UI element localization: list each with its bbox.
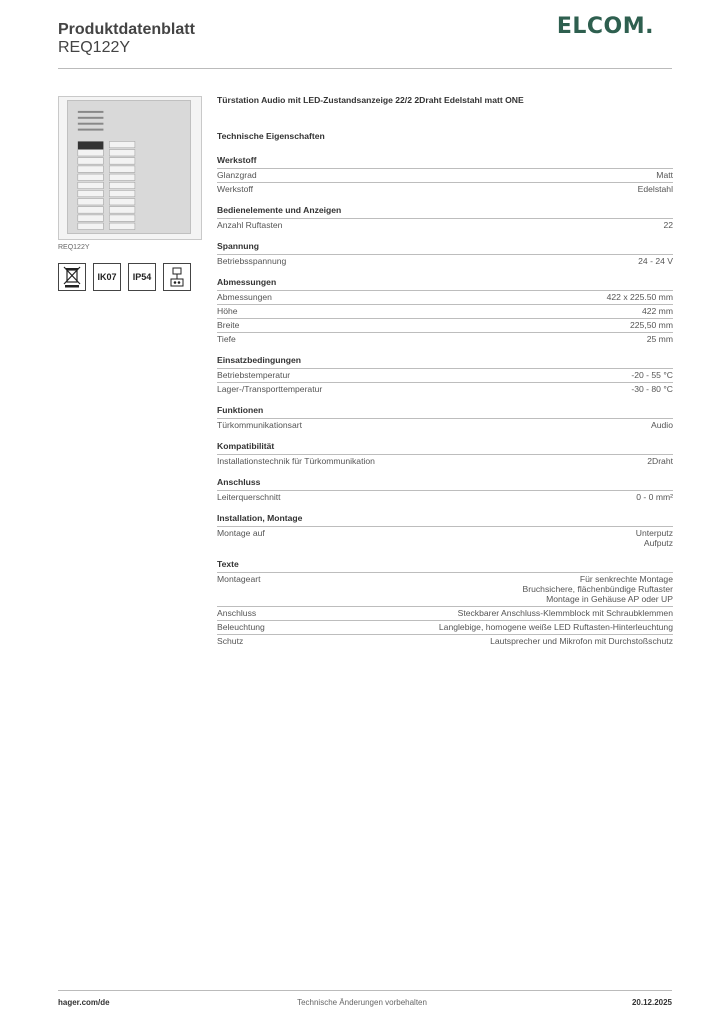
image-caption: REQ122Y bbox=[58, 244, 90, 251]
page-title: Produktdatenblatt bbox=[58, 21, 195, 38]
weee-bin-icon bbox=[58, 263, 86, 291]
product-image bbox=[58, 96, 202, 240]
footer-disclaimer: Technische Änderungen vorbehalten bbox=[297, 998, 427, 1007]
footer-website-link[interactable]: hager.com/de bbox=[58, 998, 110, 1007]
group-title: Abmessungen bbox=[217, 277, 277, 287]
spec-row bbox=[217, 318, 673, 332]
call-button-mark bbox=[109, 215, 135, 221]
spec-value: 422 mm bbox=[641, 306, 673, 316]
ik07-badge: IK07 bbox=[93, 263, 121, 291]
call-button-mark bbox=[78, 158, 104, 164]
technical-properties-heading: Technische Eigenschaften bbox=[217, 131, 325, 141]
spec-label: Lager-/Transporttemperatur bbox=[217, 384, 323, 394]
spec-label: Installationstechnik für Türkommunikation bbox=[217, 456, 375, 466]
spec-row bbox=[217, 218, 673, 232]
product-code: REQ122Y bbox=[58, 39, 131, 56]
group-funktionen bbox=[217, 405, 673, 432]
spec-row bbox=[217, 332, 673, 346]
product-details bbox=[217, 95, 673, 657]
spec-value: Matt bbox=[656, 170, 673, 180]
spec-row bbox=[217, 572, 673, 606]
cable-connection-icon bbox=[163, 263, 191, 291]
call-button-mark bbox=[78, 223, 104, 229]
spec-label: Türkommunikationsart bbox=[217, 420, 303, 430]
spec-value: Unterputz Aufputz bbox=[635, 528, 673, 548]
group-anschluss bbox=[217, 477, 673, 504]
spec-label: Abmessungen bbox=[217, 292, 272, 302]
spec-label: Montageart bbox=[217, 574, 261, 584]
spec-row bbox=[217, 490, 673, 504]
spec-value: Langlebige, homogene weiße LED Ruftasten-Hinterleuchtung bbox=[438, 622, 673, 632]
spec-label: Anschluss bbox=[217, 608, 257, 618]
spec-row bbox=[217, 418, 673, 432]
group-title: Anschluss bbox=[217, 477, 261, 487]
spec-value: 0 - 0 mm² bbox=[636, 492, 673, 502]
group-spannung bbox=[217, 241, 673, 268]
footer-date: 20.12.2025 bbox=[631, 998, 672, 1007]
spec-row bbox=[217, 620, 673, 634]
spec-label: Höhe bbox=[217, 306, 238, 316]
spec-row bbox=[217, 634, 673, 648]
call-button-mark bbox=[78, 190, 104, 196]
spec-row bbox=[217, 304, 673, 318]
spec-value: Lautsprecher und Mikrofon mit Durchstoßschutz bbox=[490, 636, 673, 646]
group-title: Installation, Montage bbox=[217, 513, 303, 523]
call-button-mark bbox=[78, 215, 104, 221]
group-title: Funktionen bbox=[217, 405, 264, 415]
spec-value: Audio bbox=[651, 420, 673, 430]
spec-label: Betriebstemperatur bbox=[217, 370, 291, 380]
call-button-mark bbox=[109, 166, 135, 172]
door-station-panel bbox=[67, 100, 191, 234]
product-title: Türstation Audio mit LED-Zustandsanzeige 22/2 2Draht Edelstahl matt ONE bbox=[217, 95, 524, 105]
spec-value: -30 - 80 °C bbox=[631, 384, 673, 394]
spec-row bbox=[217, 182, 673, 196]
spec-value: 422 x 225.50 mm bbox=[606, 292, 673, 302]
group-texte bbox=[217, 559, 673, 648]
footer-divider bbox=[58, 990, 672, 991]
group-einsatzbedingungen bbox=[217, 355, 673, 396]
spec-value: Für senkrechte Montage Bruchsichere, flächenbündige Ruftaster Montage in Gehäuse AP oder UP bbox=[522, 574, 673, 604]
group-title: Spannung bbox=[217, 241, 260, 251]
spec-label: Leiterquerschnitt bbox=[217, 492, 281, 502]
spec-value: 2Draht bbox=[647, 456, 673, 466]
call-button-mark bbox=[109, 150, 135, 156]
call-button-mark bbox=[78, 182, 104, 188]
group-title: Bedienelemente und Anzeigen bbox=[217, 205, 342, 215]
spec-label: Beleuchtung bbox=[217, 622, 265, 632]
group-werkstoff bbox=[217, 155, 673, 196]
group-bedienelemente bbox=[217, 205, 673, 232]
header-divider bbox=[58, 68, 672, 69]
group-abmessungen bbox=[217, 277, 673, 346]
spec-value: -20 - 55 °C bbox=[631, 370, 673, 380]
spec-row bbox=[217, 290, 673, 304]
call-button-mark bbox=[109, 182, 135, 188]
spec-label: Anzahl Ruftasten bbox=[217, 220, 283, 230]
group-title: Einsatzbedingungen bbox=[217, 355, 302, 365]
spec-value: 225,50 mm bbox=[630, 320, 673, 330]
group-title: Werkstoff bbox=[217, 155, 257, 165]
spec-label: Montage auf bbox=[217, 528, 265, 538]
spec-row bbox=[217, 526, 673, 550]
spec-value: 22 bbox=[663, 220, 673, 230]
call-button-mark bbox=[109, 190, 135, 196]
call-button-mark bbox=[109, 158, 135, 164]
spec-label: Schutz bbox=[217, 636, 244, 646]
call-button-mark bbox=[109, 141, 135, 147]
spec-row bbox=[217, 606, 673, 620]
call-button-mark bbox=[78, 199, 104, 205]
spec-row bbox=[217, 168, 673, 182]
spec-label: Glanzgrad bbox=[217, 170, 257, 180]
spec-row bbox=[217, 454, 673, 468]
spec-row bbox=[217, 382, 673, 396]
call-button-mark bbox=[109, 223, 135, 229]
call-button-mark bbox=[109, 199, 135, 205]
call-button-mark bbox=[109, 174, 135, 180]
call-button-mark bbox=[78, 150, 104, 156]
spec-row bbox=[217, 254, 673, 268]
call-button-mark bbox=[78, 174, 104, 180]
call-button-mark bbox=[109, 207, 135, 213]
ip54-badge: IP54 bbox=[128, 263, 156, 291]
spec-row bbox=[217, 368, 673, 382]
group-title: Kompatibilität bbox=[217, 441, 275, 451]
spec-value: 25 mm bbox=[646, 334, 673, 344]
spec-label: Werkstoff bbox=[217, 184, 253, 194]
group-kompatibilitaet bbox=[217, 441, 673, 468]
spec-label: Tiefe bbox=[217, 334, 236, 344]
group-title: Texte bbox=[217, 559, 239, 569]
elcom-logo: ELCOM. bbox=[556, 14, 654, 39]
spec-value: Edelstahl bbox=[637, 184, 673, 194]
certification-badges bbox=[58, 263, 191, 291]
call-button-mark bbox=[78, 207, 104, 213]
spec-label: Betriebsspannung bbox=[217, 256, 287, 266]
spec-label: Breite bbox=[217, 320, 240, 330]
call-button-mark bbox=[78, 166, 104, 172]
group-installation-montage bbox=[217, 513, 673, 550]
spec-value: 24 - 24 V bbox=[638, 256, 673, 266]
spec-value: Steckbarer Anschluss-Klemmblock mit Schraubklemmen bbox=[457, 608, 673, 618]
